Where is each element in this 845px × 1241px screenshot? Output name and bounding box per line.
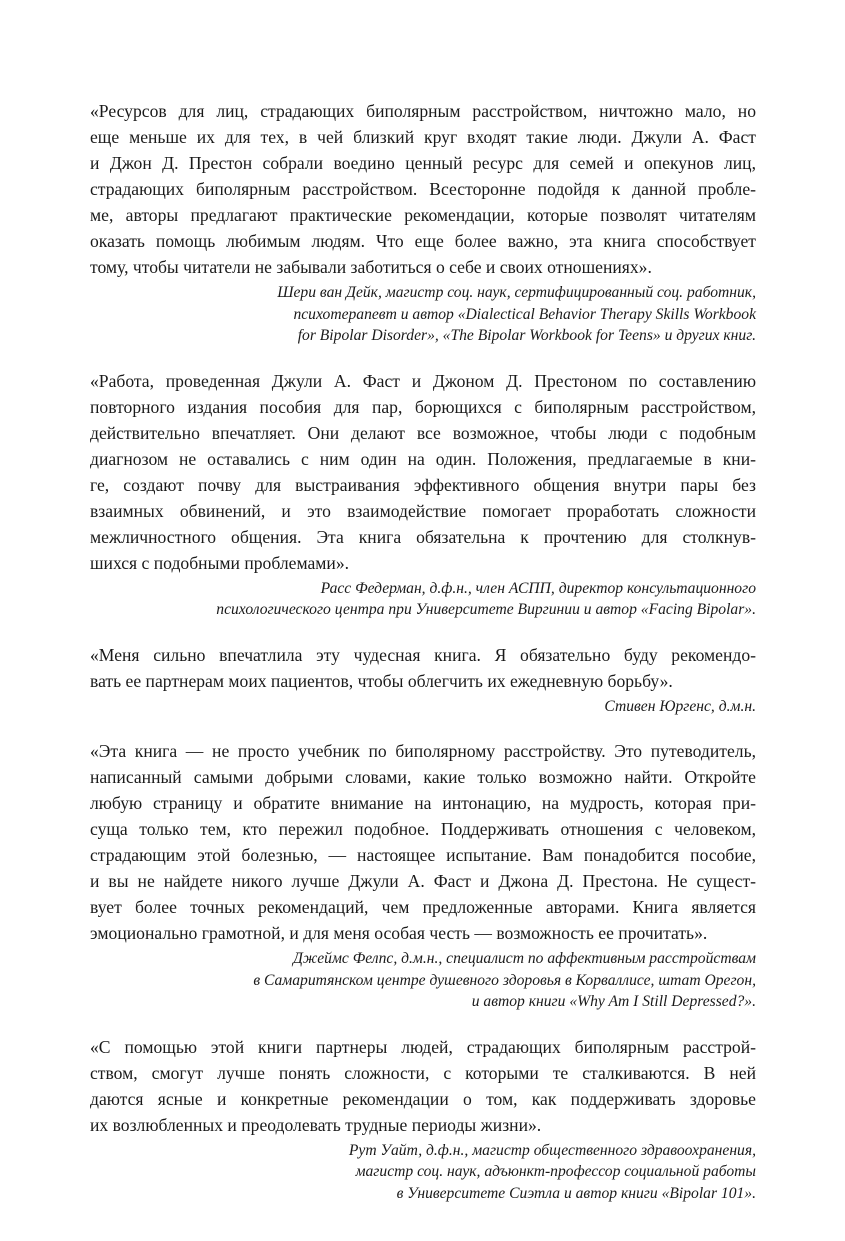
quote-line: суща только тем, кто пережил подобное. Поддерживать отношения с человеком,: [90, 819, 756, 839]
page-content: [90, 98, 756, 1225]
quote-line: любую страницу и обратите внимание на интонацию, на мудрость, которая при-: [90, 793, 756, 813]
quote-line: страдающим этой болезнью, — настоящее испытание. Вам понадобится пособие,: [90, 845, 756, 865]
attribution-line: for Bipolar Disorder», «The Bipolar Workbook for Teens» и других книг.: [297, 327, 756, 344]
attribution-line: Джеймс Фелпс, д.м.н., специалист по аффективным расстройствам: [293, 950, 756, 967]
quote-line: «Ресурсов для лиц, страдающих биполярным расстройством, ничтожно мало, но: [90, 101, 756, 121]
attribution-line: Шери ван Дейк, магистр соц. наук, сертифицированный соц. работник,: [277, 284, 756, 301]
quote-line: «С помощью этой книги партнеры людей, страдающих биполярным расстрой-: [90, 1036, 756, 1057]
quote-line: тому, чтобы читатели не забывали заботиться о себе и своих отношениях».: [90, 257, 652, 277]
quote-block-2: [90, 368, 756, 621]
quote-attribution: [90, 282, 756, 347]
attribution-line: Рут Уайт, д.ф.н., магистр общественного здравоохранения,: [348, 1141, 756, 1159]
quote-text: [90, 1034, 756, 1138]
quote-block-3: [90, 642, 756, 718]
quote-line: взаимных обвинений, и это взаимодействие помогает проработать сложности: [90, 500, 756, 521]
quote-block-1: [90, 98, 756, 347]
attribution-line: в Университете Сиэтла и автор книги «Bipolar 101».: [396, 1184, 756, 1202]
quote-line: действительно впечатляет. Они делают все возможное, чтобы люди с подобным: [90, 422, 756, 443]
quote-block-5: [90, 1034, 756, 1205]
quote-line: межличностного общения. Эта книга обязательна к прочтению для столкнув-: [90, 526, 756, 547]
quote-line: написанный самыми добрыми словами, какие только возможно найти. Откройте: [90, 767, 756, 787]
attribution-line: в Самаритянском центре душевного здоровья в Корваллисе, штат Орегон,: [253, 971, 756, 989]
attribution-line: магистр соц. наук, адъюнкт-профессор социальной работы: [355, 1163, 756, 1180]
quote-line: диагнозом не оставались с ним один на один. Положения, предлагаемые в кни-: [90, 448, 756, 469]
attribution-line: психотерапевт и автор «Dialectical Behavior Therapy Skills Workbook: [293, 305, 756, 323]
quote-line: еще меньше их для тех, в чей близкий круг входят такие люди. Джули А. Фаст: [90, 127, 756, 147]
quote-line: эмоционально грамотной, и для меня особая честь — возможность ее прочитать».: [90, 923, 708, 943]
quote-line: вать ее партнерам моих пациентов, чтобы облегчить их ежедневную борьбу».: [90, 670, 673, 691]
quote-attribution: [90, 696, 756, 718]
attribution-line: Расс Федерман, д.ф.н., член АСПП, директор консультационного: [320, 579, 756, 597]
quote-line: их возлюбленных и преодолевать трудные периоды жизни».: [90, 1114, 542, 1135]
quote-text: [90, 642, 756, 694]
quote-attribution: [90, 1140, 756, 1205]
quote-line: и вы не найдете никого лучше Джули А. Фаст и Джона Д. Престона. Не сущест-: [90, 871, 756, 891]
quote-text: [90, 738, 756, 946]
attribution-line: и автор книги «Why Am I Still Depressed?».: [471, 993, 756, 1010]
quote-line: «Работа, проведенная Джули А. Фаст и Джоном Д. Престоном по составлению: [90, 370, 756, 391]
quote-text: [90, 98, 756, 280]
quote-line: ме, авторы предлагают практические рекомендации, которые позволят читателям: [90, 205, 756, 225]
quote-line: ством, смогут лучше понять сложности, с которыми те сталкиваются. В ней: [90, 1062, 756, 1083]
quote-attribution: [90, 948, 756, 1013]
quote-line: страдающих биполярным расстройством. Всесторонне подойдя к данной пробле-: [90, 179, 756, 199]
quote-block-4: [90, 738, 756, 1013]
quote-line: и Джон Д. Престон собрали воедино ценный ресурс для семей и опекунов лиц,: [90, 153, 756, 173]
quote-attribution: [90, 578, 756, 621]
attribution-line: психологического центра при Университете Виргинии и автор «Facing Bipolar».: [216, 601, 756, 618]
quote-line: «Эта книга — не просто учебник по биполярному расстройству. Это путеводитель,: [90, 741, 756, 761]
quote-line: «Меня сильно впечатлила эту чудесная книга. Я обязательно буду рекомендо-: [90, 644, 756, 665]
attribution-line: Стивен Юргенс, д.м.н.: [604, 697, 756, 715]
quote-line: вует более точных рекомендаций, чем предложенные авторами. Книга является: [90, 897, 756, 917]
quote-line: повторного издания пособия для пар, борющихся с биполярным расстройством,: [90, 396, 756, 417]
quote-line: шихся с подобными проблемами».: [90, 552, 350, 573]
quote-line: оказать помощь любимым людям. Что еще более важно, эта книга способствует: [90, 231, 756, 251]
quote-line: ге, создают почву для выстраивания эффективного общения внутри пары без: [90, 474, 756, 495]
quote-line: даются ясные и конкретные рекомендации о том, как поддерживать здоровье: [90, 1088, 756, 1109]
quote-text: [90, 368, 756, 576]
